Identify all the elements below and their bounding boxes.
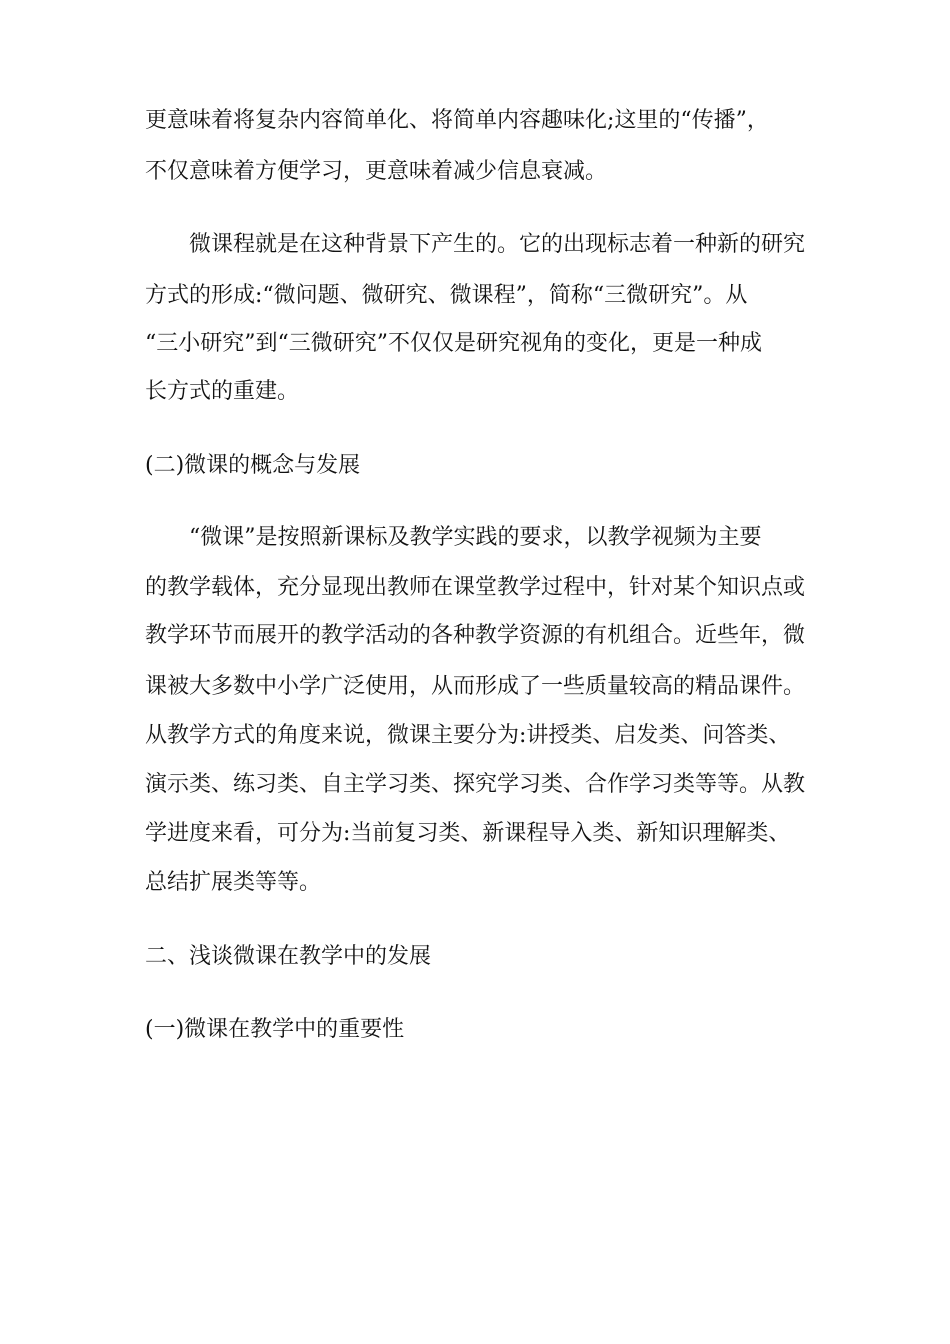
section-heading: 二、浅谈微课在教学中的发展 (145, 944, 432, 969)
paragraph-line: 不仅意味着方便学习，更意味着减少信息衰减。 (145, 159, 608, 184)
paragraph-line: 教学环节而展开的教学活动的各种教学资源的有机组合。近些年，微 (145, 623, 806, 648)
paragraph-line: 从教学方式的角度来说，微课主要分为:讲授类、启发类、问答类、 (145, 723, 791, 748)
paragraph-line: “三小研究”到“三微研究”不仅仅是研究视角的变化，更是一种成 (145, 331, 762, 356)
section-heading: (二)微课的概念与发展 (145, 453, 361, 478)
paragraph-line: 长方式的重建。 (145, 379, 300, 404)
paragraph-line: 的教学载体，充分显现出教师在课堂教学过程中，针对某个知识点或 (145, 575, 806, 600)
paragraph-line: “微课”是按照新课标及教学实践的要求，以教学视频为主要 (145, 525, 762, 550)
paragraph-line: 更意味着将复杂内容简单化、将简单内容趣味化;这里的“传播”， (145, 108, 769, 133)
paragraph-line: 微课程就是在这种背景下产生的。它的出现标志着一种新的研究 (145, 232, 806, 257)
paragraph-line: 课被大多数中小学广泛使用，从而形成了一些质量较高的精品课件。 (145, 674, 806, 699)
paragraph-line: 演示类、练习类、自主学习类、探究学习类、合作学习类等等。从教 (145, 772, 806, 797)
section-heading: (一)微课在教学中的重要性 (145, 1017, 405, 1042)
paragraph-line: 方式的形成:“微问题、微研究、微课程”，简称“三微研究”。从 (145, 283, 748, 308)
paragraph-line: 学进度来看，可分为:当前复习类、新课程导入类、新知识理解类、 (145, 821, 791, 846)
paragraph-line: 总结扩展类等等。 (145, 870, 322, 895)
